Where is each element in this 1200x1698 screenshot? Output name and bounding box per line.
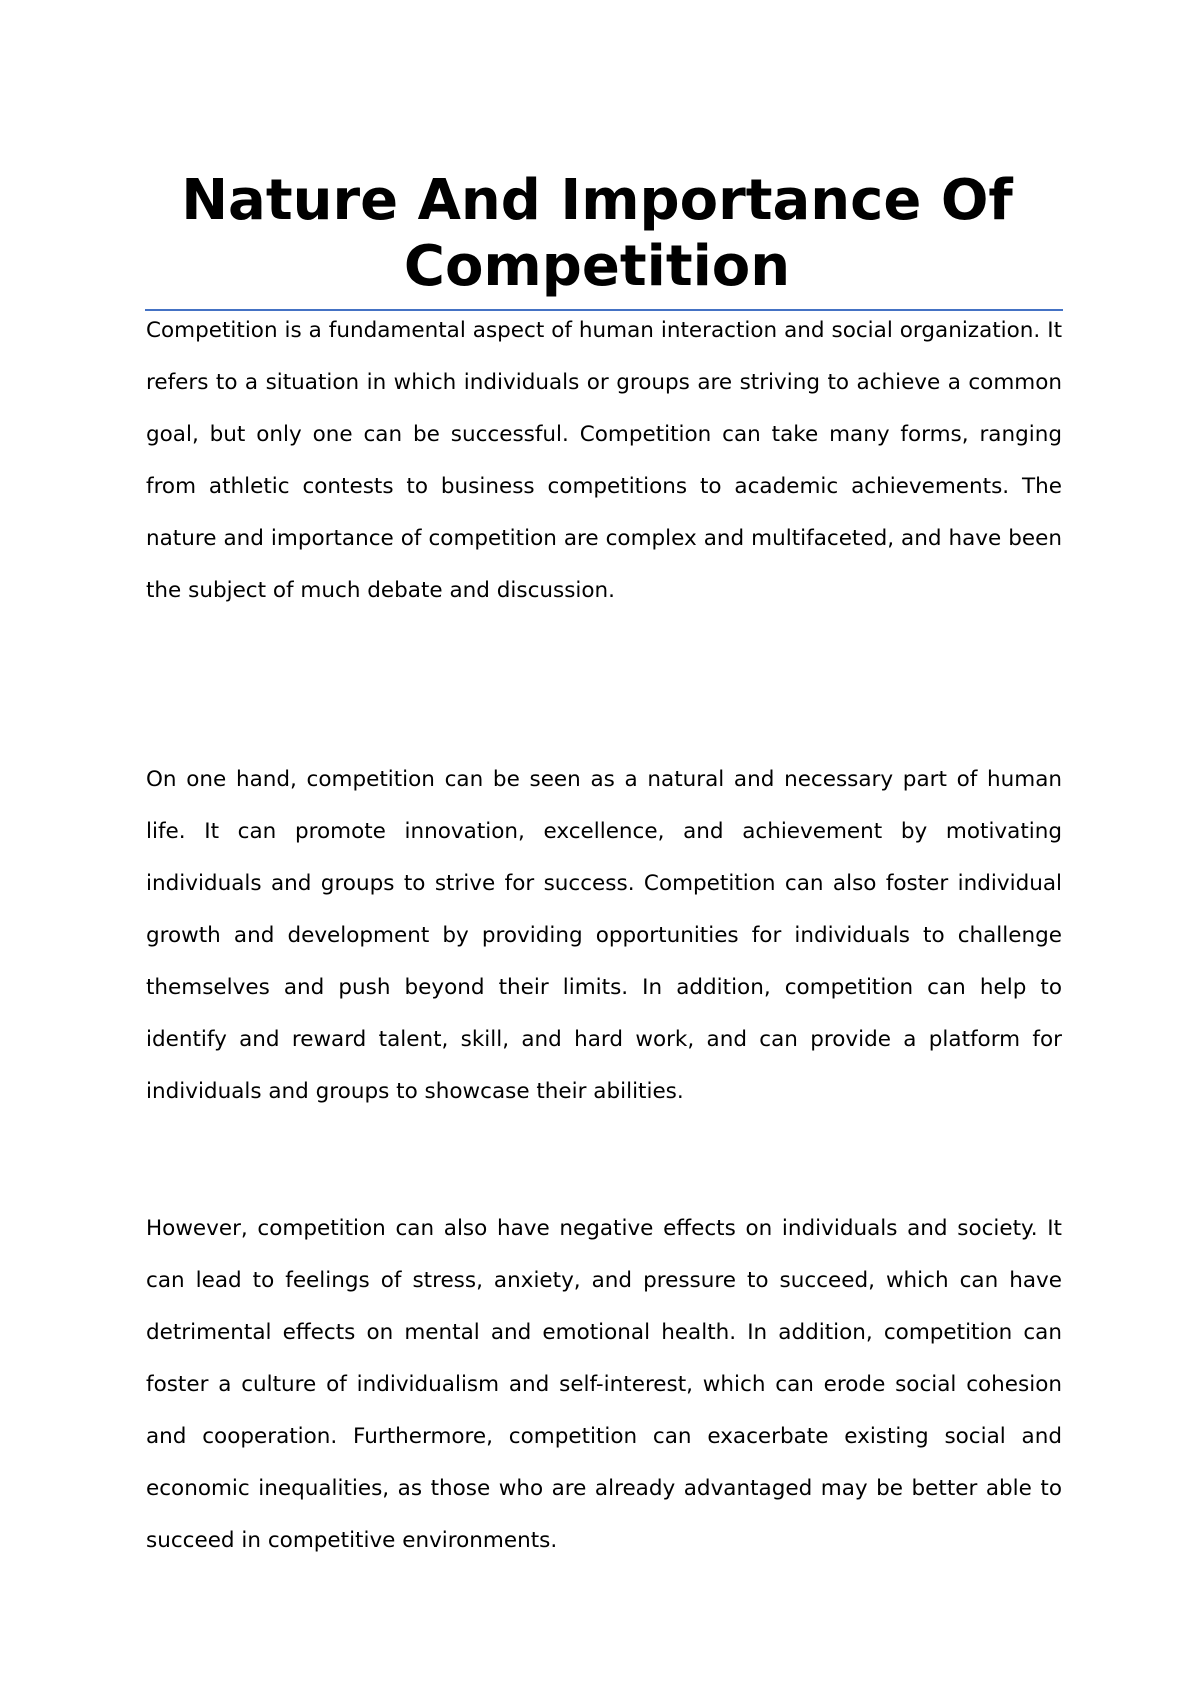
paragraph-intro: Competition is a fundamental aspect of human interaction and social organization. It refers to a situation in which individuals or groups are striving to achieve a common goal, but only one can be successful. Competition can take many forms, ranging from athletic contests to business competitions to academic achievements. The nature and importance of competition are complex and multifaceted, and have been the subject of much debate and discussion. <box>146 318 1062 603</box>
paragraph-drawbacks: However, competition can also have negative effects on individuals and society. It can lead to feelings of stress, anxiety, and pressure to succeed, which can have detrimental effects on mental and emotional health. In addition, competition can foster a culture of individualism and self-interest, which can erode social cohesion and cooperation. Furthermore, competition can exacerbate existing social and economic inequalities, as those who are already advantaged may be better able to succeed in competitive environments. <box>146 1216 1062 1553</box>
page-title: Nature And Importance Of Competition <box>181 168 1013 299</box>
paragraph-benefits: On one hand, competition can be seen as a natural and necessary part of human life. It can promote innovation, excellence, and achievement by motivating individuals and groups to strive for success. Competition can also foster individual growth and development by providing opportunities for individuals to challenge themselves and push beyond their limits. In addition, competition can help to identify and reward talent, skill, and hard work, and can provide a platform for individuals and groups to showcase their abilities. <box>146 767 1062 1104</box>
